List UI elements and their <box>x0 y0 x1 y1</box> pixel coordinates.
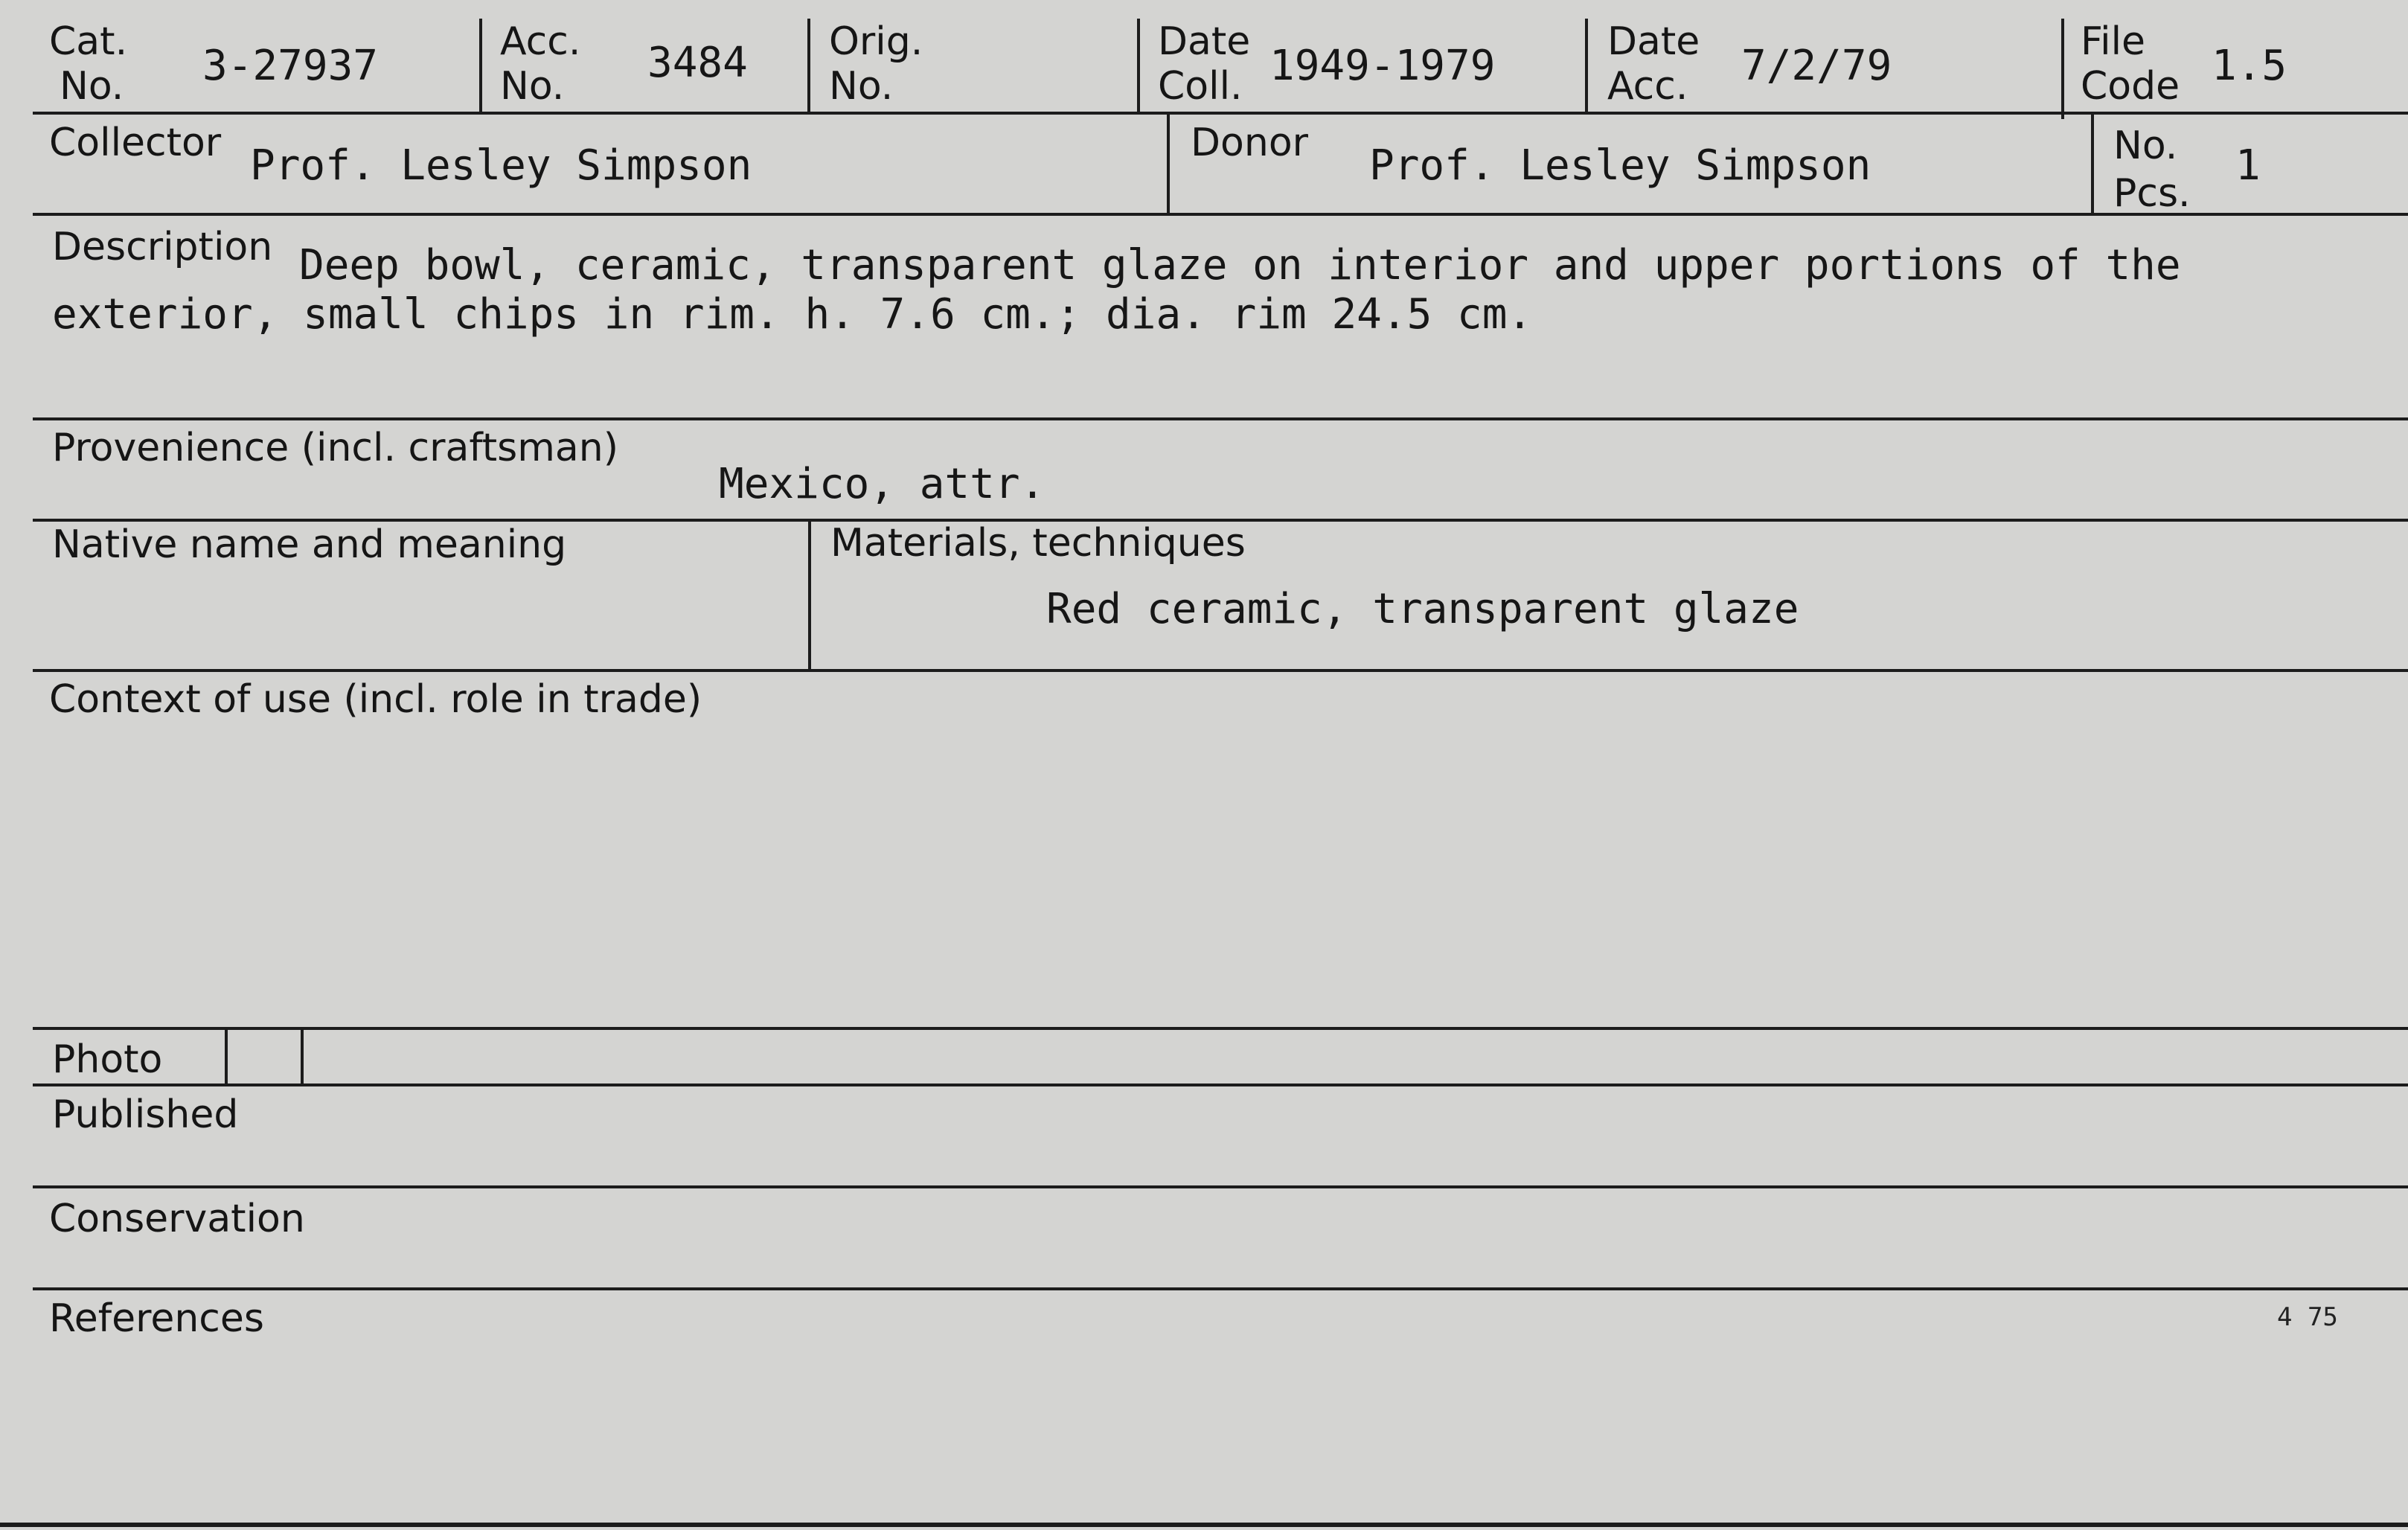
cat-no-value: 3-27937 <box>202 42 379 90</box>
acc-no-label-line1: Acc. <box>500 19 581 64</box>
conservation-label: Conservation <box>49 1197 305 1241</box>
references-label: References <box>49 1296 264 1341</box>
rule-description-bottom <box>33 417 2408 420</box>
divider-native-materials <box>808 520 811 670</box>
acc-no-value: 3484 <box>647 39 748 87</box>
rule-card-bottom <box>0 1523 2408 1527</box>
orig-no-label-line1: Orig. <box>829 19 923 64</box>
divider-collector-donor <box>1167 113 1170 214</box>
pcs-value: 1 <box>2235 141 2261 190</box>
provenience-label: Provenience (incl. craftsman) <box>52 426 618 470</box>
photo-box-divider-2 <box>301 1030 304 1085</box>
date-acc-label-line1: Date <box>1607 19 1700 64</box>
collector-label: Collector <box>49 121 222 165</box>
file-code-label-line2: Code <box>2081 64 2180 109</box>
date-acc-label-line2: Acc. <box>1607 64 1688 109</box>
rule-photo-bottom <box>33 1084 2408 1086</box>
materials-value: Red ceramic, transparent glaze <box>1046 585 1799 633</box>
rule-published-bottom <box>33 1185 2408 1188</box>
photo-box-divider-1 <box>225 1030 228 1085</box>
donor-label: Donor <box>1191 121 1309 165</box>
donor-value: Prof. Lesley Simpson <box>1369 141 1871 190</box>
provenience-value: Mexico, attr. <box>719 460 1046 508</box>
divider-cat-acc <box>479 19 482 113</box>
pcs-label-line2: Pcs. <box>2113 171 2191 216</box>
description-line-1: Deep bowl, ceramic, transparent glaze on interior and upper portions of the <box>299 241 2181 289</box>
divider-dateacc-file <box>2061 19 2064 119</box>
date-acc-value: 7/2/79 <box>1741 42 1892 90</box>
file-code-label-line1: File <box>2081 19 2146 64</box>
form-code: 4 75 <box>2277 1302 2338 1332</box>
cat-no-label-line2: No. <box>60 64 124 109</box>
rule-people-bottom <box>33 213 2408 216</box>
description-line-2: exterior, small chips in rim. h. 7.6 cm.; dia. rim 24.5 cm. <box>52 290 1533 339</box>
orig-no-label-line2: No. <box>829 64 894 109</box>
rule-context-bottom <box>33 1027 2408 1030</box>
rule-header-bottom <box>33 112 2408 115</box>
divider-datecoll-dateacc <box>1585 19 1588 113</box>
pcs-label-line1: No. <box>2113 124 2178 168</box>
materials-label: Materials, techniques <box>830 521 1246 566</box>
acc-no-label-line2: No. <box>500 64 565 109</box>
description-label: Description <box>52 225 273 269</box>
photo-label: Photo <box>52 1037 163 1082</box>
rule-conservation-bottom <box>33 1287 2408 1290</box>
collector-value: Prof. Lesley Simpson <box>250 141 752 190</box>
rule-materials-bottom <box>33 669 2408 672</box>
published-label: Published <box>52 1092 239 1137</box>
divider-orig-datecoll <box>1137 19 1140 113</box>
date-coll-label-line1: Date <box>1158 19 1251 64</box>
date-coll-value: 1949-1979 <box>1269 42 1496 90</box>
divider-donor-pcs <box>2091 113 2094 214</box>
divider-acc-orig <box>807 19 810 113</box>
file-code-value: 1.5 <box>2212 42 2287 90</box>
cat-no-label-line1: Cat. <box>49 19 128 64</box>
date-coll-label-line2: Coll. <box>1158 64 1243 109</box>
context-label: Context of use (incl. role in trade) <box>49 677 702 722</box>
native-name-label: Native name and meaning <box>52 522 567 567</box>
